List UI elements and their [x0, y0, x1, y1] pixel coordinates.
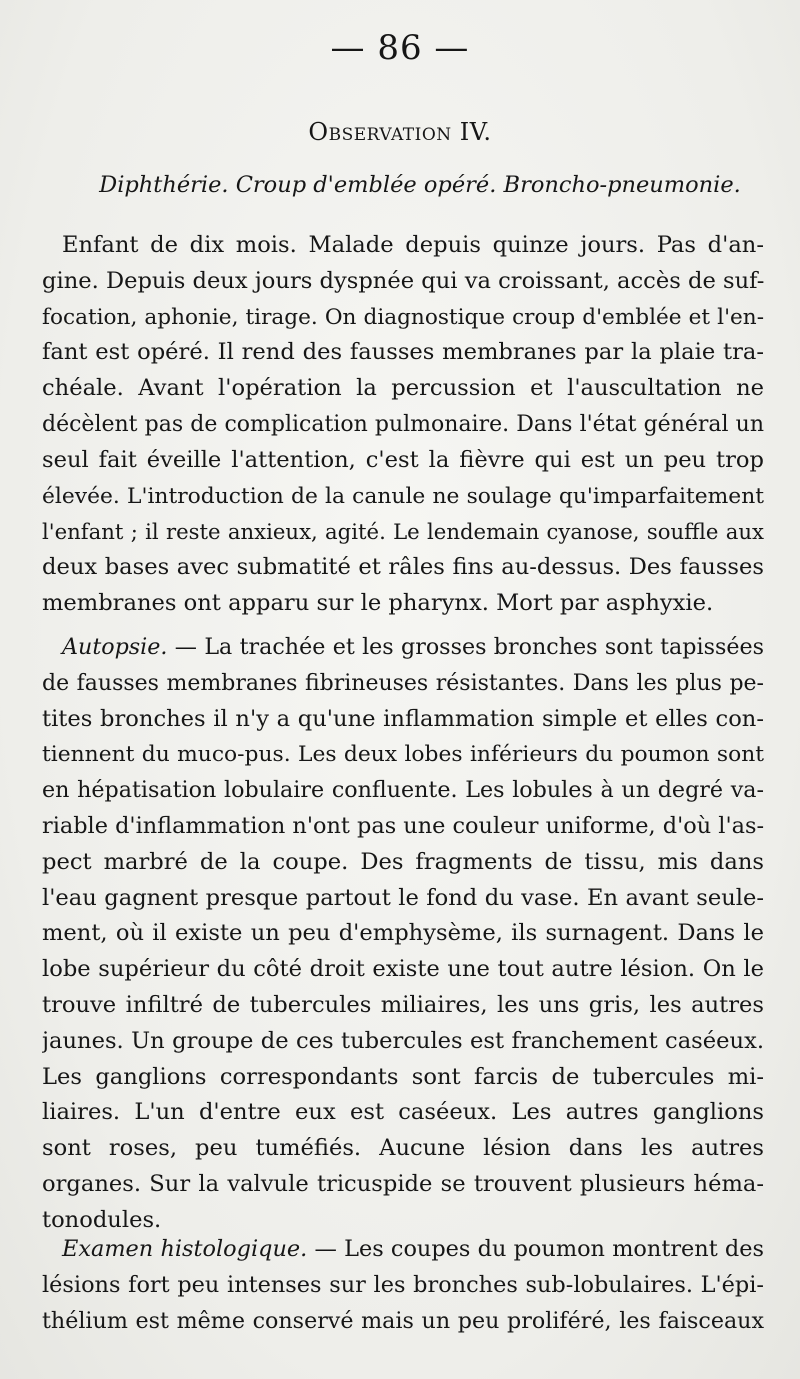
text-line: organes. Sur la valvule tricuspide se trouvent plusieurs héma-: [42, 1170, 764, 1197]
text-line: chéale. Avant l'opération la percussion et l'auscultation ne: [42, 375, 764, 402]
text-line: sont roses, peu tuméfiés. Aucune lésion dans les autres: [42, 1135, 764, 1162]
text-line: gine. Depuis deux jours dyspnée qui va croissant, accès de suf-: [42, 267, 764, 294]
text-line: tites bronches il n'y a qu'une inflammation simple et elles con-: [42, 705, 764, 732]
paragraph-case-history: [42, 228, 764, 622]
autopsie-heading: Autopsie.: [62, 634, 168, 660]
observation-subtitle: Diphthérie. Croup d'emblée opéré. Broncho-pneumonie.: [99, 172, 741, 198]
text-line: lésions fort peu intenses sur les bronches sub-lobulaires. L'épi-: [42, 1271, 764, 1298]
examen-heading: Examen histologique.: [62, 1236, 308, 1262]
paragraph-autopsie: [42, 630, 764, 1239]
text-line: pect marbré de la coupe. Des fragments de tissu, mis dans: [42, 848, 764, 875]
text-line: en hépatisation lobulaire confluente. Les lobules à un degré va-: [42, 777, 764, 804]
text-line: fant est opéré. Il rend des fausses membranes par la plaie tra-: [42, 339, 764, 366]
text-line-rest: — Les coupes du poumon montrent des: [307, 1236, 764, 1262]
text-line: Enfant de dix mois. Malade depuis quinze jours. Pas d'an-: [62, 232, 764, 258]
observation-title: Observation IV.: [308, 118, 492, 146]
text-line: liaires. L'un d'entre eux est caséeux. Les autres ganglions: [42, 1099, 764, 1126]
text-line: [42, 1232, 764, 1268]
text-line: Les ganglions correspondants sont farcis de tubercules mi-: [42, 1063, 764, 1090]
text-line-rest: — La trachée et les grosses bronches sont tapissées: [167, 634, 764, 660]
text-line: tiennent du muco-pus. Les deux lobes inférieurs du poumon sont: [42, 742, 764, 768]
text-line: focation, aphonie, tirage. On diagnostique croup d'emblée et l'en-: [42, 304, 764, 330]
text-line: deux bases avec submatité et râles fins au-dessus. Des fausses: [42, 554, 764, 581]
page-number: — 86 —: [330, 28, 470, 68]
text-line: décèlent pas de complication pulmonaire. Dans l'état général un: [42, 411, 764, 437]
text-line: lobe supérieur du côté droit existe une tout autre lésion. On le: [42, 956, 764, 983]
text-line: trouve infiltré de tubercules miliaires, les uns gris, les autres: [42, 991, 764, 1018]
text-line: l'enfant ; il reste anxieux, agité. Le lendemain cyanose, souffle aux: [42, 519, 764, 545]
text-line: thélium est même conservé mais un peu proliféré, les faisceaux: [42, 1307, 764, 1334]
text-line: jaunes. Un groupe de ces tubercules est franchement caséeux.: [42, 1027, 764, 1054]
text-line: seul fait éveille l'attention, c'est la fièvre qui est un peu trop: [42, 446, 764, 473]
text-line: riable d'inflammation n'ont pas une couleur uniforme, d'où l'as-: [42, 812, 764, 839]
text-line: tonodules.: [42, 1206, 162, 1233]
text-line: élevée. L'introduction de la canule ne soulage qu'imparfaitement: [42, 483, 764, 509]
text-line: ment, où il existe un peu d'emphysème, ils surnagent. Dans le: [42, 920, 764, 947]
text-line: membranes ont apparu sur le pharynx. Mort par asphyxie.: [42, 589, 714, 616]
text-line: l'eau gagnent presque partout le fond du vase. En avant seule-: [42, 884, 764, 911]
text-line: [42, 630, 764, 666]
text-line: de fausses membranes fibrineuses résistantes. Dans les plus pe-: [42, 670, 764, 696]
paragraph-examen-histologique: [42, 1232, 764, 1339]
